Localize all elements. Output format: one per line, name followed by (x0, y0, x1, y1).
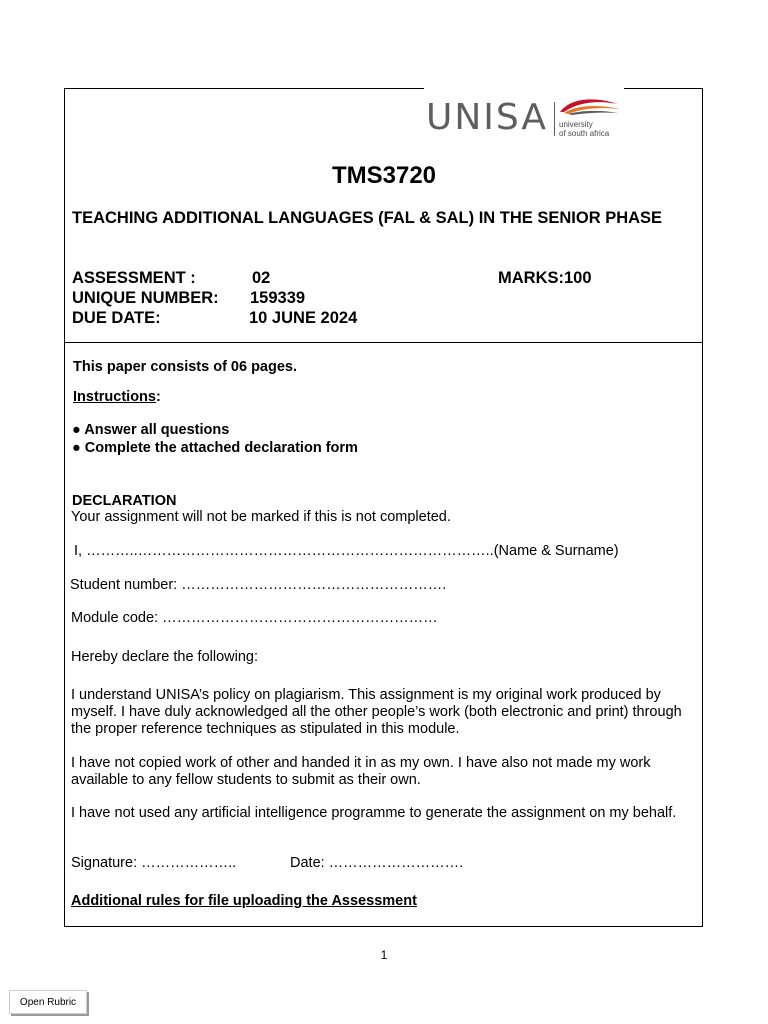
due-date-value: 10 JUNE 2024 (249, 309, 358, 327)
plagiarism-paragraph: I understand UNISA’s policy on plagiarism. This assignment is my original work produced by myself. I have duly acknowledged all the other people’s work (both electronic and print) through the proper reference techniques as stipulated in this module. (71, 687, 682, 737)
student-number-line: Student number: ………………………………………………. (70, 577, 447, 593)
instructions-label: Instructions (73, 389, 156, 405)
module-title: TEACHING ADDITIONAL LANGUAGES (FAL & SAL) IN THE SENIOR PHASE (72, 209, 663, 227)
logo-swoosh-icon (558, 94, 622, 116)
declaration-title: DECLARATION (72, 493, 177, 509)
logo-separator (554, 102, 555, 136)
module-code-line: Module code: ………………………………………………… (71, 610, 438, 626)
page-number: 1 (380, 948, 388, 962)
header-divider (64, 342, 703, 343)
unique-number-label: UNIQUE NUMBER: (72, 289, 219, 307)
assessment-value: 02 (252, 269, 271, 287)
module-code-title: TMS3720 (331, 162, 437, 189)
instructions-colon: : (155, 389, 161, 405)
open-rubric-button[interactable]: Open Rubric (9, 990, 87, 1014)
unique-number-value: 159339 (250, 289, 306, 307)
logo-wordmark: UNISA (426, 97, 549, 138)
name-surname-line: I, ………..………………………………………………………………..(Name & Surname) (74, 543, 619, 559)
additional-rules-heading: Additional rules for file uploading the Assessment (71, 893, 417, 909)
marks-label: MARKS:100 (498, 269, 592, 287)
instruction-item: ● Complete the attached declaration form (72, 440, 358, 456)
due-date-label: DUE DATE: (72, 309, 161, 327)
hereby-declare: Hereby declare the following: (71, 649, 258, 665)
assessment-label: ASSESSMENT : (72, 269, 196, 287)
unisa-logo (424, 84, 624, 138)
signature-line: Signature: ……………….. (71, 855, 237, 871)
declaration-note: Your assignment will not be marked if this is not completed. (71, 509, 451, 525)
logo-subtitle (559, 120, 609, 138)
ai-paragraph: I have not used any artificial intelligence programme to generate the assignment on my behalf. (71, 805, 677, 821)
copying-paragraph: I have not copied work of other and handed it in as my own. I have also not made my work available to any fellow students to submit as their own. (71, 755, 651, 788)
instructions-heading (73, 389, 161, 406)
logo-subtitle-line2: of south africa (559, 129, 610, 138)
logo-subtitle-line1: university (559, 120, 593, 129)
date-line: Date: ………………………. (290, 855, 464, 871)
pages-note: This paper consists of 06 pages. (73, 359, 298, 375)
instruction-item: ● Answer all questions (72, 422, 230, 438)
